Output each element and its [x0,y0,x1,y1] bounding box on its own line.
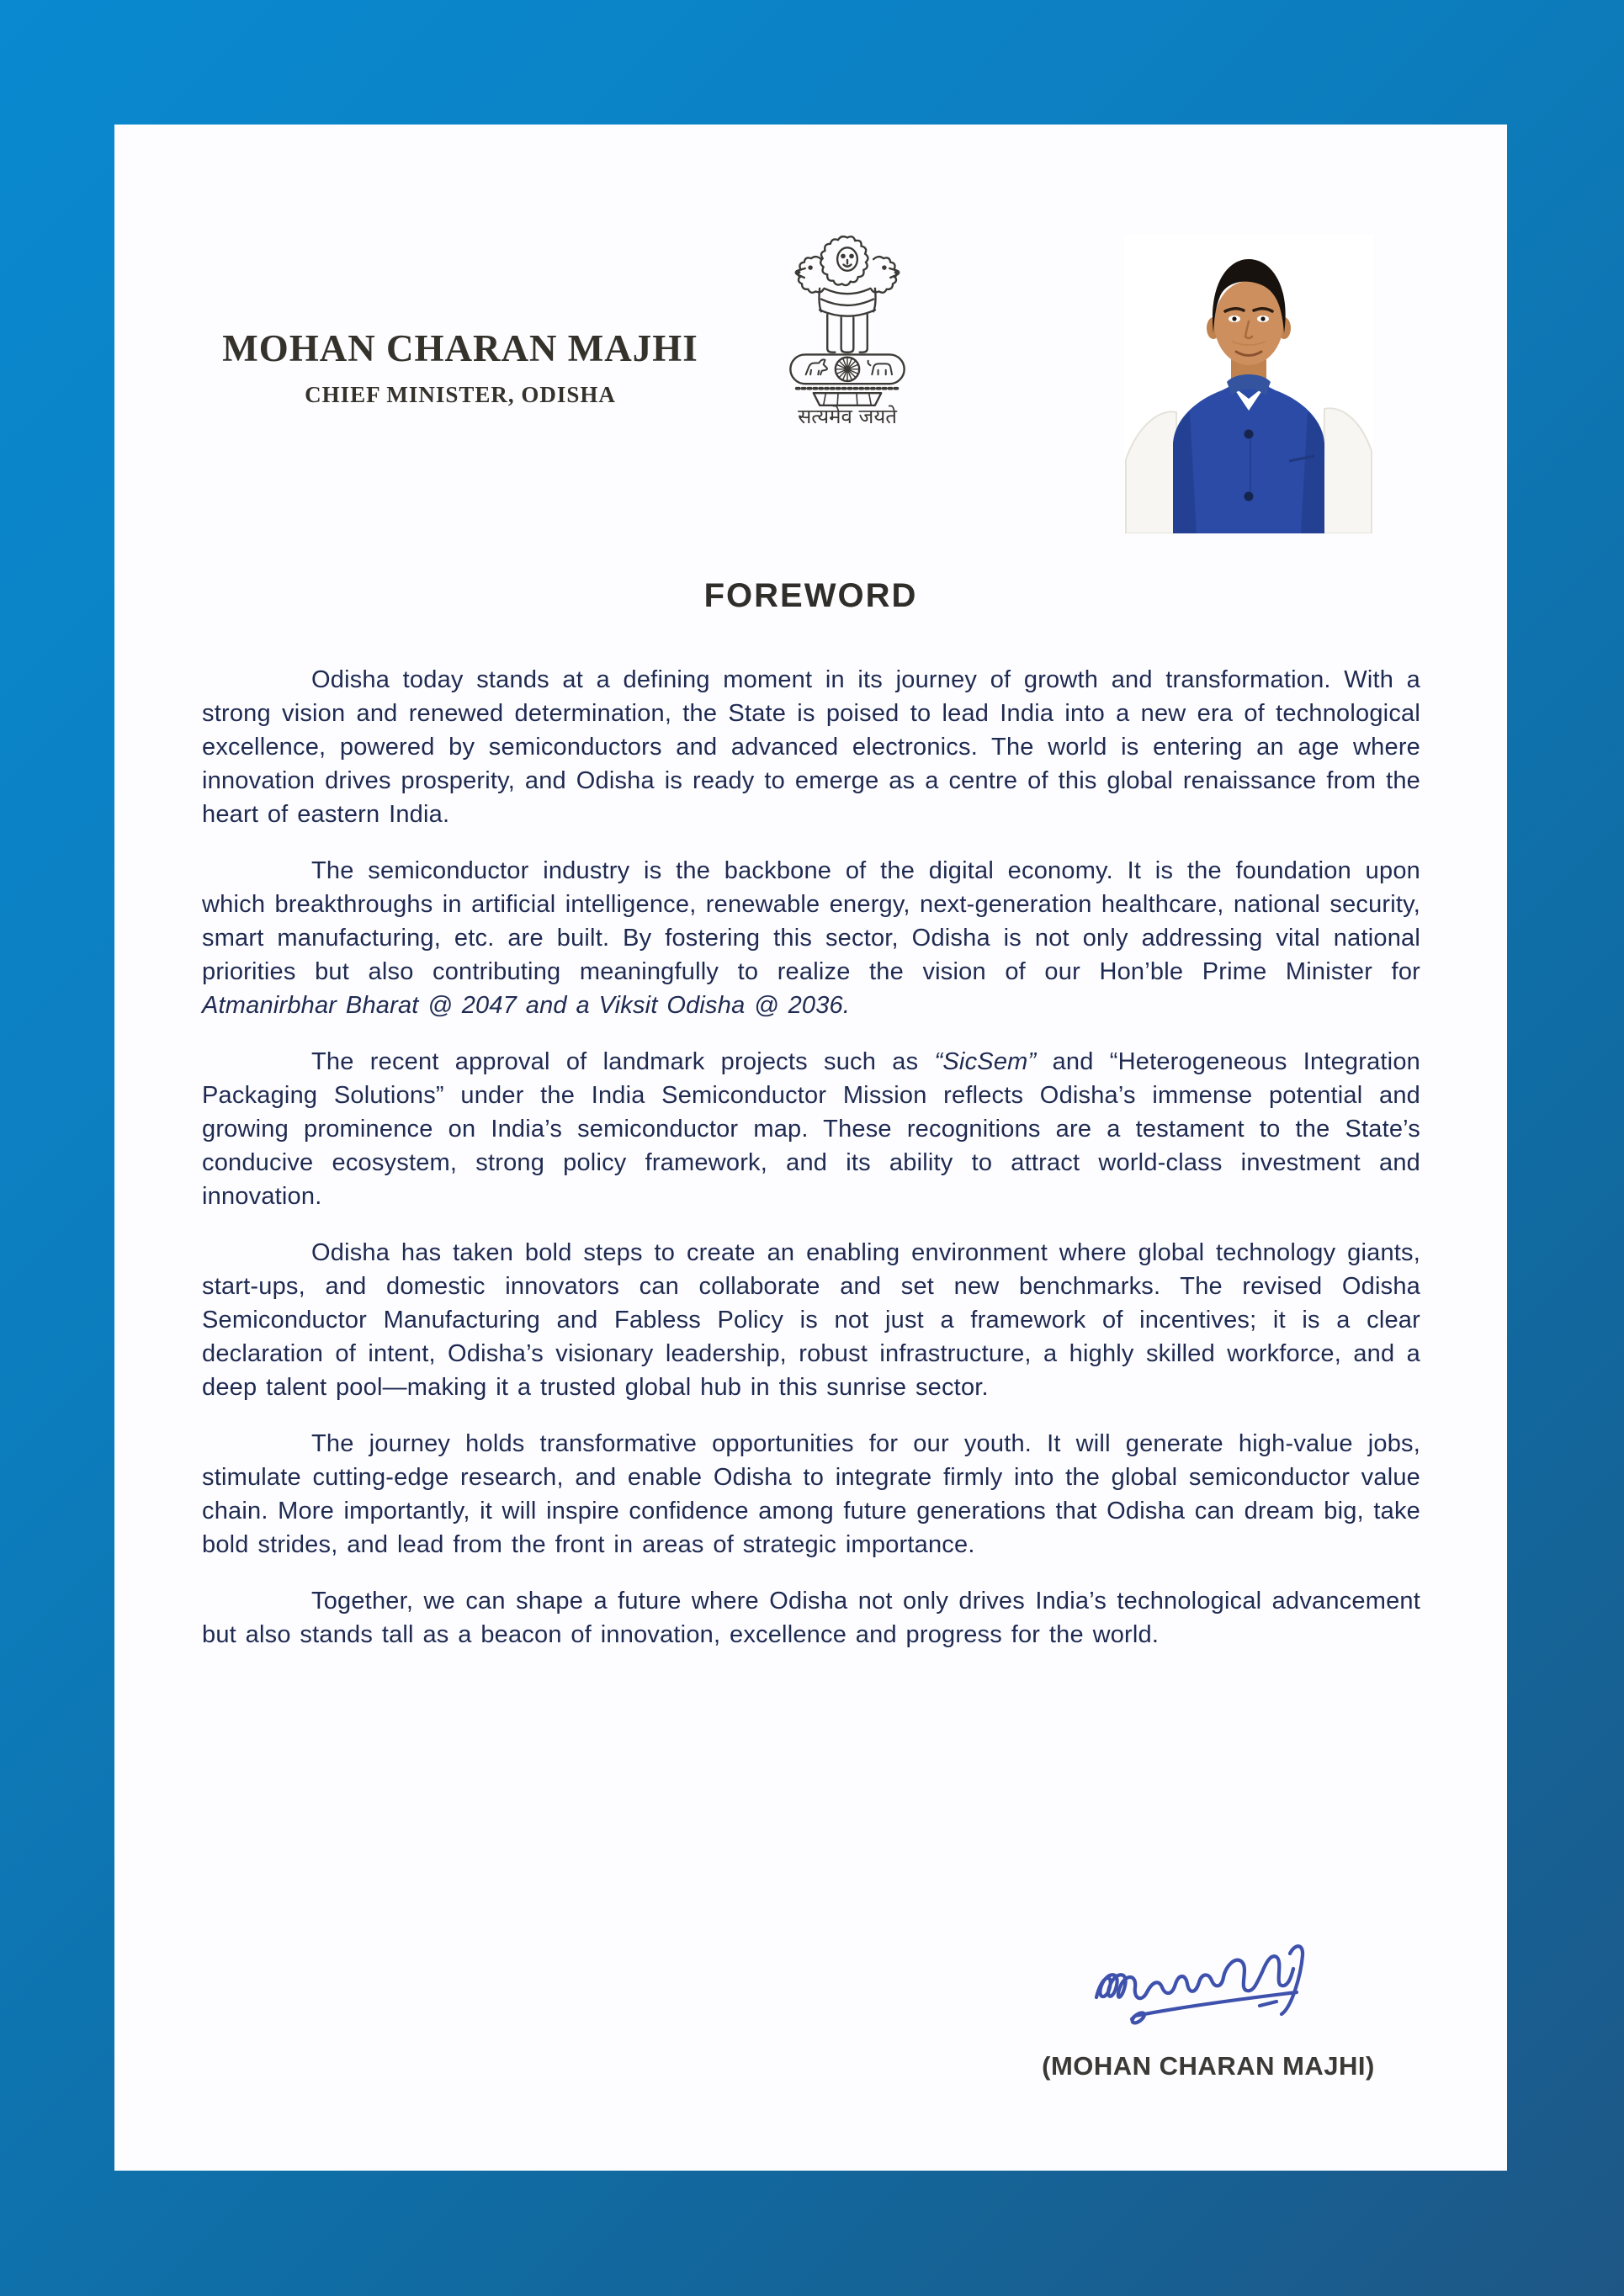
letter-sheet [114,125,1507,2171]
foreword-paragraph-3: The recent approval of landmark projects such as “SicSem” and “Heterogeneous Integration Packaging Solutions” under the India Semiconductor Mission reflects Odisha’s immense potential and growing prominence on India’s semiconductor map. These recognitions are a testament to the State’s conducive ecosystem, strong policy framework, and its ability to attract world-class investment and innovation. [202,1048,1420,1210]
foreword-paragraph-1: Odisha today stands at a defining moment in its journey of growth and transformation. With a strong vision and renewed determination, the State is poised to lead India into a new era of technological excellence, powered by semiconductors and advanced electronics. The world is entering an age where innovation drives prosperity, and Odisha is ready to emerge as a centre of this global renaissance from the heart of eastern India. [202,666,1420,828]
foreword-paragraph-4: Odisha has taken bold steps to create an enabling environment where global technology giants, start-ups, and domestic innovators can collaborate and set new benchmarks. The revised Odisha Semiconductor Manufacturing and Fabless Policy is not just a framework of incentives; it is a clear declaration of intent, Odisha’s visionary leadership, robust infrastructure, a highly skilled workforce, and a deep talent pool—making it a trusted global hub in this sunrise sector. [202,1239,1420,1401]
chief-minister-portrait [1124,234,1373,533]
cm-title: CHIEF MINISTER, ODISHA [305,381,616,407]
foreword-paragraph-5: The journey holds transformative opportunities for our youth. It will generate high-value jobs, stimulate cutting-edge research, and enable Odisha to integrate firmly into the global semiconductor value chain. More importantly, it will inspire confidence among future generations that Odisha can dream big, take bold strides, and lead from the front in areas of strategic importance. [202,1430,1420,1558]
foreword-paragraph-2: The semiconductor industry is the backbone of the digital economy. It is the foundation upon which breakthroughs in artificial intelligence, renewable energy, next-generation healthcare, national security, smart manufacturing, etc. are built. By fostering this sector, Odisha is not only addressing vital national priorities but also contributing meaningfully to realize the vision of our Hon’ble Prime Minister for Atmanirbhar Bharat @ 2047 and a Viksit Odisha @ 2036. [202,857,1420,1019]
page-title: FOREWORD [703,577,918,614]
letter-body [202,663,1420,1674]
signatory-name: (MOHAN CHARAN MAJHI) [1042,2051,1375,2081]
signature-image [1078,1935,1356,2044]
letterhead [214,328,707,408]
foreword-paragraph-6: Together, we can shape a future where Odisha not only drives India’s technological advancement but also stands tall as a beacon of innovation, excellence and progress for the world. [202,1588,1420,1648]
emblem-motto: सत्यमेव जयते [798,405,897,428]
cm-name: MOHAN CHARAN MAJHI [222,327,698,369]
